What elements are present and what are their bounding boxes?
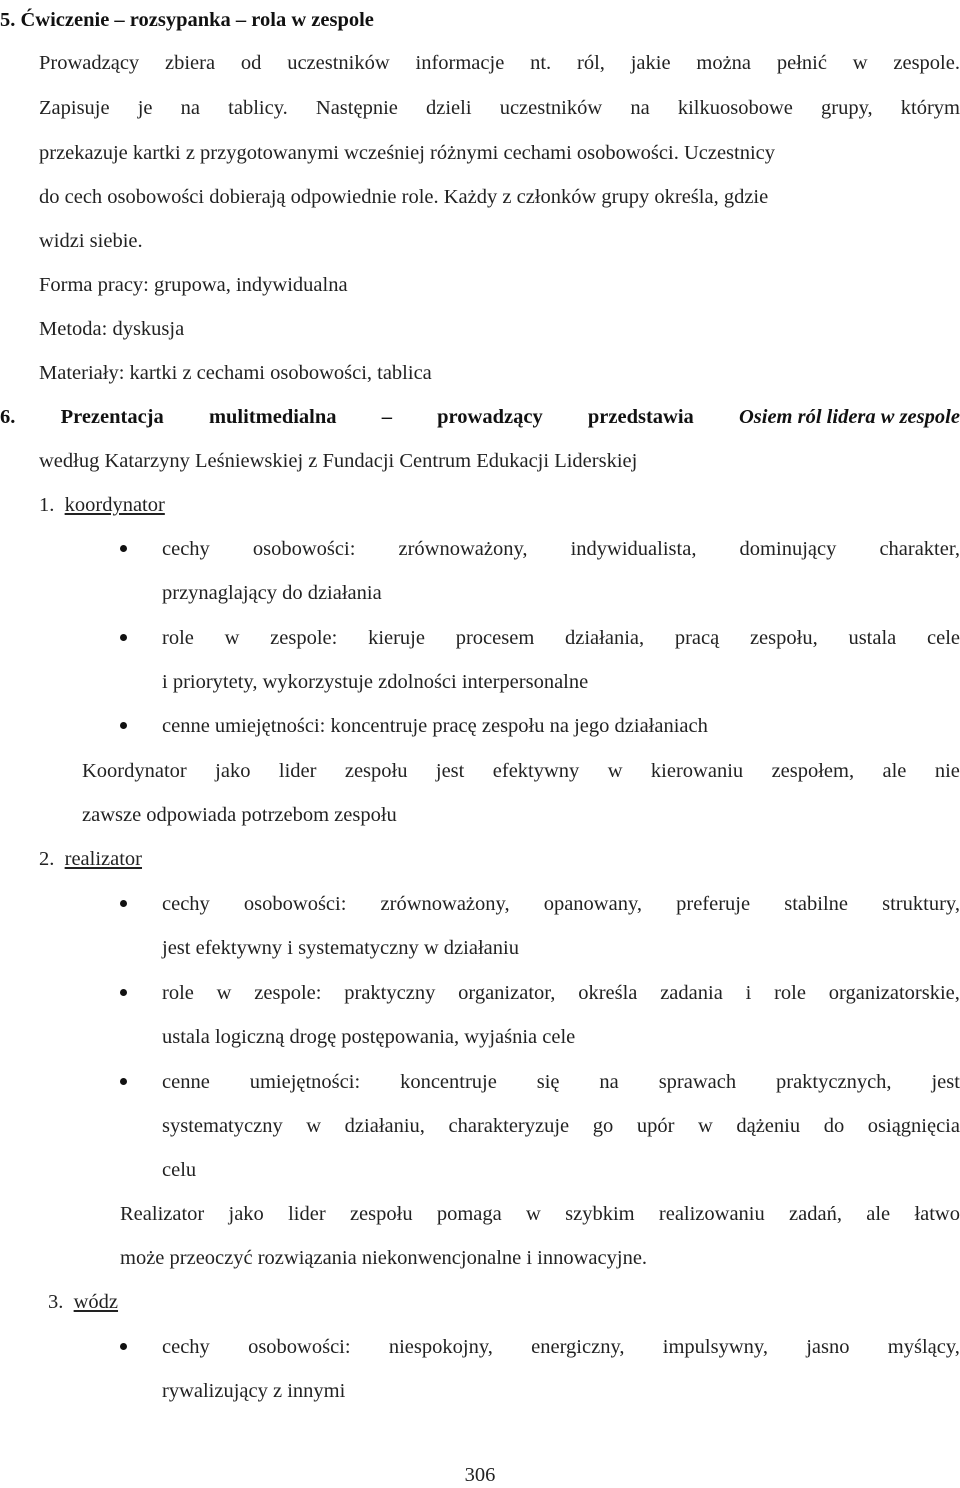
- word: efektywny: [492, 760, 580, 782]
- word: realizowaniu: [658, 1203, 765, 1225]
- word: w: [697, 1115, 713, 1137]
- word: zrównoważony,: [398, 538, 528, 560]
- word: praktyczny: [344, 982, 436, 1004]
- role-3-heading: [48, 1289, 118, 1315]
- word: zadania: [660, 982, 723, 1004]
- word: pomaga: [436, 1203, 502, 1225]
- word: lider: [278, 760, 317, 782]
- word: role: [162, 982, 194, 1004]
- word: jest: [435, 760, 465, 782]
- r2-b2-line1: [162, 980, 960, 1006]
- word: preferuje: [676, 893, 751, 915]
- s6-subline: według Katarzyny Leśniewskiej z Fundacji Centrum Edukacji Liderskiej: [39, 450, 638, 472]
- s6-w4: prowadzący: [437, 406, 543, 428]
- word: ustala: [848, 627, 897, 649]
- role-2-name: realizator: [64, 848, 143, 870]
- word: jasno: [806, 1336, 850, 1358]
- section-6-heading: [0, 404, 960, 430]
- s6-w3: –: [381, 406, 392, 428]
- word: nie: [934, 760, 960, 782]
- r2-b1-line2: jest efektywny i systematyczny w działaniu: [162, 937, 519, 959]
- role-1-number: 1.: [39, 494, 55, 516]
- word: zrównoważony,: [380, 893, 510, 915]
- word: Następnie: [315, 97, 398, 119]
- word: systematyczny: [162, 1115, 283, 1137]
- word: role: [774, 982, 806, 1004]
- word: się: [536, 1071, 560, 1093]
- r1-summary-line2: zawsze odpowiada potrzebom zespołu: [82, 804, 397, 826]
- word: cele: [927, 627, 960, 649]
- word: jest: [931, 1071, 960, 1093]
- bullet-dot: [120, 722, 127, 729]
- word: zadań,: [789, 1203, 842, 1225]
- s6-w2: mulitmedialna: [208, 406, 337, 428]
- word: w: [216, 982, 232, 1004]
- word: kierowaniu: [650, 760, 744, 782]
- word: do: [823, 1115, 845, 1137]
- role-1-name: koordynator: [64, 494, 165, 516]
- word: na: [599, 1071, 619, 1093]
- word: sprawach: [658, 1071, 737, 1093]
- word: ról,: [577, 52, 605, 74]
- word: dzieli: [426, 97, 472, 119]
- bullet-dot: [120, 634, 127, 641]
- word: jakie: [630, 52, 671, 74]
- bullet-dot: [120, 900, 127, 907]
- word: organizatorskie,: [828, 982, 960, 1004]
- r1-b2-line1: [162, 625, 960, 651]
- word: uczestników: [287, 52, 390, 74]
- word: można: [696, 52, 752, 74]
- word: kilkuosobowe: [677, 97, 793, 119]
- word: w: [607, 760, 623, 782]
- word: dążeniu: [736, 1115, 801, 1137]
- word: działaniu,: [344, 1115, 425, 1137]
- word: charakter,: [879, 538, 960, 560]
- word: nt.: [530, 52, 552, 74]
- word: umiejętności:: [249, 1071, 361, 1093]
- word: pełnić: [776, 52, 827, 74]
- word: lider: [288, 1203, 326, 1225]
- word: organizator,: [458, 982, 556, 1004]
- word: cechy: [162, 893, 210, 915]
- r2-summary-line1: [120, 1201, 960, 1227]
- word: osobowości:: [252, 538, 356, 560]
- word: działania,: [565, 627, 645, 649]
- role-2-number: 2.: [39, 848, 55, 870]
- s5-para-line-4: do cech osobowości dobierają odpowiednie role. Każdy z członków grupy określa, gdzie: [39, 186, 769, 208]
- word: pracą: [674, 627, 720, 649]
- word: w: [852, 52, 868, 74]
- role-3-number: 3.: [48, 1291, 64, 1313]
- s5-para-line-5: widzi siebie.: [39, 230, 143, 252]
- word: charakteryzuje: [448, 1115, 570, 1137]
- word: indywidualista,: [570, 538, 697, 560]
- word: w: [306, 1115, 322, 1137]
- r1-b2-line2: i priorytety, wykorzystuje zdolności interpersonalne: [162, 671, 589, 693]
- word: role: [162, 627, 194, 649]
- s5-para-line-3: przekazuje kartki z przygotowanymi wcześniej różnymi cechami osobowości. Uczestnicy: [39, 142, 776, 164]
- bullet-dot: [120, 989, 127, 996]
- word: zespole.: [893, 52, 960, 74]
- r2-b2-line2: ustala logiczną drogę postępowania, wyjaśnia cele: [162, 1026, 576, 1048]
- word: kieruje: [368, 627, 425, 649]
- word: określa: [578, 982, 638, 1004]
- r3-b1-line1: [162, 1334, 960, 1360]
- bullet-dot: [120, 1343, 127, 1350]
- s6-w1: Prezentacja: [60, 406, 164, 428]
- word: opanowany,: [543, 893, 642, 915]
- page-number: 306: [464, 1464, 496, 1486]
- word: osiągnięcia: [867, 1115, 960, 1137]
- word: od: [240, 52, 262, 74]
- r1-b3-line1: cenne umiejętności: koncentruje pracę zespołu na jego działaniach: [162, 715, 708, 737]
- word: upór: [636, 1115, 675, 1137]
- word: stabilne: [784, 893, 848, 915]
- word: Koordynator: [82, 760, 187, 782]
- role-1-heading: [39, 492, 165, 518]
- word: w: [526, 1203, 541, 1225]
- word: zbiera: [165, 52, 216, 74]
- word: i: [745, 982, 752, 1004]
- s5-materials: Materiały: kartki z cechami osobowości, tablica: [39, 362, 432, 384]
- word: grupy,: [821, 97, 873, 119]
- bullet-dot: [120, 545, 127, 552]
- word: na: [630, 97, 650, 119]
- word: informacje: [415, 52, 505, 74]
- s5-para-line-2: [39, 95, 960, 121]
- r2-b3-line2: [162, 1113, 960, 1139]
- role-3-name: wódz: [73, 1291, 119, 1313]
- word: zespole:: [254, 982, 322, 1004]
- r1-summary-line1: [82, 758, 960, 784]
- s6-w0: 6.: [0, 406, 16, 428]
- word: impulsywny,: [662, 1336, 768, 1358]
- s6-w5: przedstawia: [587, 406, 694, 428]
- word: cechy: [162, 538, 210, 560]
- word: osobowości:: [243, 893, 347, 915]
- s5-form: Forma pracy: grupowa, indywidualna: [39, 274, 348, 296]
- word: zespołu: [344, 760, 408, 782]
- word: ale: [882, 760, 907, 782]
- word: Realizator: [120, 1203, 205, 1225]
- word: myślący,: [887, 1336, 960, 1358]
- word: łatwo: [914, 1203, 960, 1225]
- word: tablicy.: [228, 97, 288, 119]
- word: cechy: [162, 1336, 210, 1358]
- s5-para-line-1: [39, 50, 960, 76]
- word: zespole:: [270, 627, 338, 649]
- role-2-heading: [39, 846, 142, 872]
- word: struktury,: [882, 893, 960, 915]
- word: procesem: [455, 627, 535, 649]
- word: uczestników: [499, 97, 603, 119]
- word: zespołu: [349, 1203, 413, 1225]
- word: Zapisuje: [39, 97, 110, 119]
- word: którym: [900, 97, 960, 119]
- word: niespokojny,: [388, 1336, 493, 1358]
- bullet-dot: [120, 1078, 127, 1085]
- word: na: [180, 97, 201, 119]
- word: jako: [228, 1203, 264, 1225]
- r2-summary-line2: może przeoczyć rozwiązania niekonwencjonalne i innowacyjne.: [120, 1247, 648, 1269]
- word: ale: [866, 1203, 891, 1225]
- section-5-heading: 5. Ćwiczenie – rozsypanka – rola w zespole: [0, 9, 374, 31]
- s5-method: Metoda: dyskusja: [39, 318, 185, 340]
- word: jako: [215, 760, 251, 782]
- word: je: [137, 97, 153, 119]
- word: zespołem,: [771, 760, 855, 782]
- word: dominujący: [739, 538, 837, 560]
- word: cenne: [162, 1071, 210, 1093]
- word: go: [592, 1115, 614, 1137]
- r1-b1-line2: przynaglający do działania: [162, 582, 382, 604]
- word: w: [224, 627, 240, 649]
- word: praktycznych,: [776, 1071, 892, 1093]
- r2-b3-line1: [162, 1069, 960, 1095]
- word: osobowości:: [248, 1336, 351, 1358]
- word: zespołu,: [749, 627, 818, 649]
- word: Prowadzący: [39, 52, 140, 74]
- word: szybkim: [565, 1203, 635, 1225]
- word: energiczny,: [531, 1336, 625, 1358]
- r3-b1-line2: rywalizujący z innymi: [162, 1380, 346, 1402]
- word: koncentruje: [400, 1071, 497, 1093]
- r2-b1-line1: [162, 891, 960, 917]
- r2-b3-line3: celu: [162, 1159, 197, 1181]
- s6-italic-title: Osiem ról lidera w zespole: [738, 406, 960, 428]
- r1-b1-line1: [162, 536, 960, 562]
